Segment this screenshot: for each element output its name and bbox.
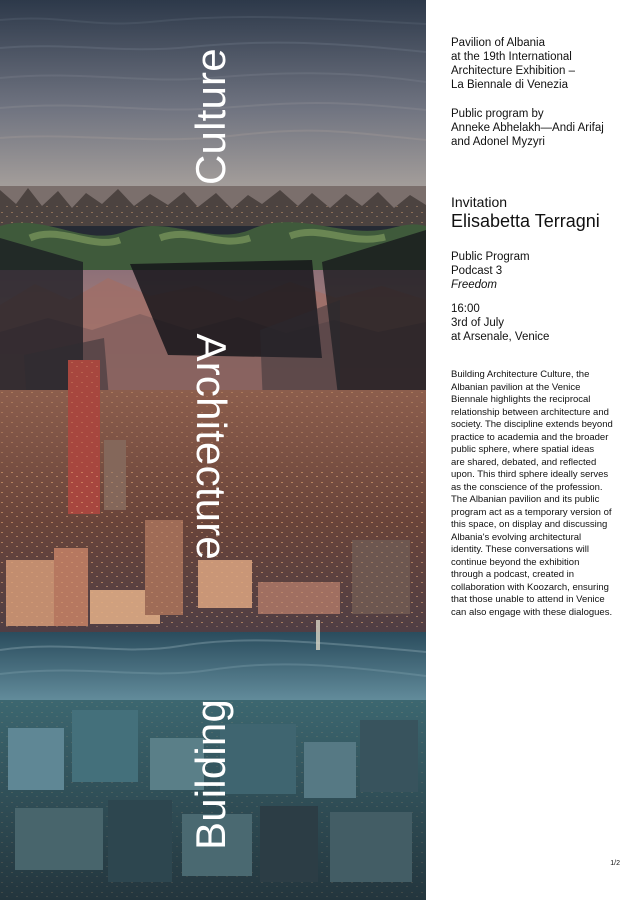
program-credits	[451, 107, 616, 149]
description-line: Biennale highlights the reciprocal	[451, 394, 591, 405]
description-text	[451, 369, 616, 619]
vertical-word-architecture: Architecture	[188, 333, 235, 560]
description-line: The Albanian pavilion and its public	[451, 494, 600, 505]
description-line: program act as a temporary version of	[451, 506, 612, 518]
program-line: Anneke Abhelakh—Andi Arifaj	[451, 122, 604, 134]
vertical-word-culture: Culture	[187, 48, 234, 185]
podcast-number: Podcast 3	[451, 265, 503, 277]
pavilion-line: at the 19th International	[451, 51, 572, 63]
description-line: Albanian pavilion at the Venice	[451, 381, 581, 393]
event-time: 16:00	[451, 303, 480, 315]
program-details	[451, 250, 616, 292]
pavilion-heading	[451, 36, 616, 92]
description-line: are shared, debated, and reflected	[451, 456, 597, 468]
description-line: identity. These conversations will	[451, 544, 589, 555]
program-line: and Adonel Myzyri	[451, 136, 545, 148]
description-line: practice to academia and the broader	[451, 431, 609, 443]
description-line: can also engage with these dialogues.	[451, 606, 613, 618]
description-line: continue beyond the exhibition	[451, 556, 580, 568]
invitee-name: Elisabetta Terragni	[451, 211, 600, 231]
vertical-word-building: Building	[187, 698, 234, 850]
description-line: Albania's evolving architectural	[451, 531, 582, 543]
description-line: society. The discipline extends beyond	[451, 419, 613, 430]
description-line: relationship between architecture and	[451, 406, 609, 418]
description-line: this space, on display and discussing	[451, 519, 608, 530]
podcast-episode: Freedom	[451, 279, 498, 291]
description-line: that those unable to attend in Venice	[451, 594, 605, 605]
page-number: 1/2	[610, 860, 620, 867]
pavilion-line: Pavilion of Albania	[451, 37, 545, 49]
invitation-heading	[451, 194, 616, 232]
description-line: Building Architecture Culture, the	[451, 369, 590, 380]
event-time-location	[451, 302, 616, 344]
description-line: through a podcast, created in	[451, 569, 575, 580]
description-line: collaboration with Koozarch, ensuring	[451, 581, 609, 593]
description-line: upon. This third sphere ideally serves	[451, 469, 609, 480]
event-date: 3rd of July	[451, 317, 505, 329]
program-line: Public program by	[451, 108, 544, 120]
description-line: public sphere, where spatial ideas	[451, 444, 595, 455]
program-type: Public Program	[451, 251, 530, 263]
event-location: at Arsenale, Venice	[451, 331, 550, 343]
pavilion-line: Architecture Exhibition –	[451, 65, 576, 77]
pavilion-line: La Biennale di Venezia	[451, 79, 569, 91]
description-line: as the conscience of the profession.	[451, 481, 603, 493]
invitation-label: Invitation	[451, 194, 508, 210]
